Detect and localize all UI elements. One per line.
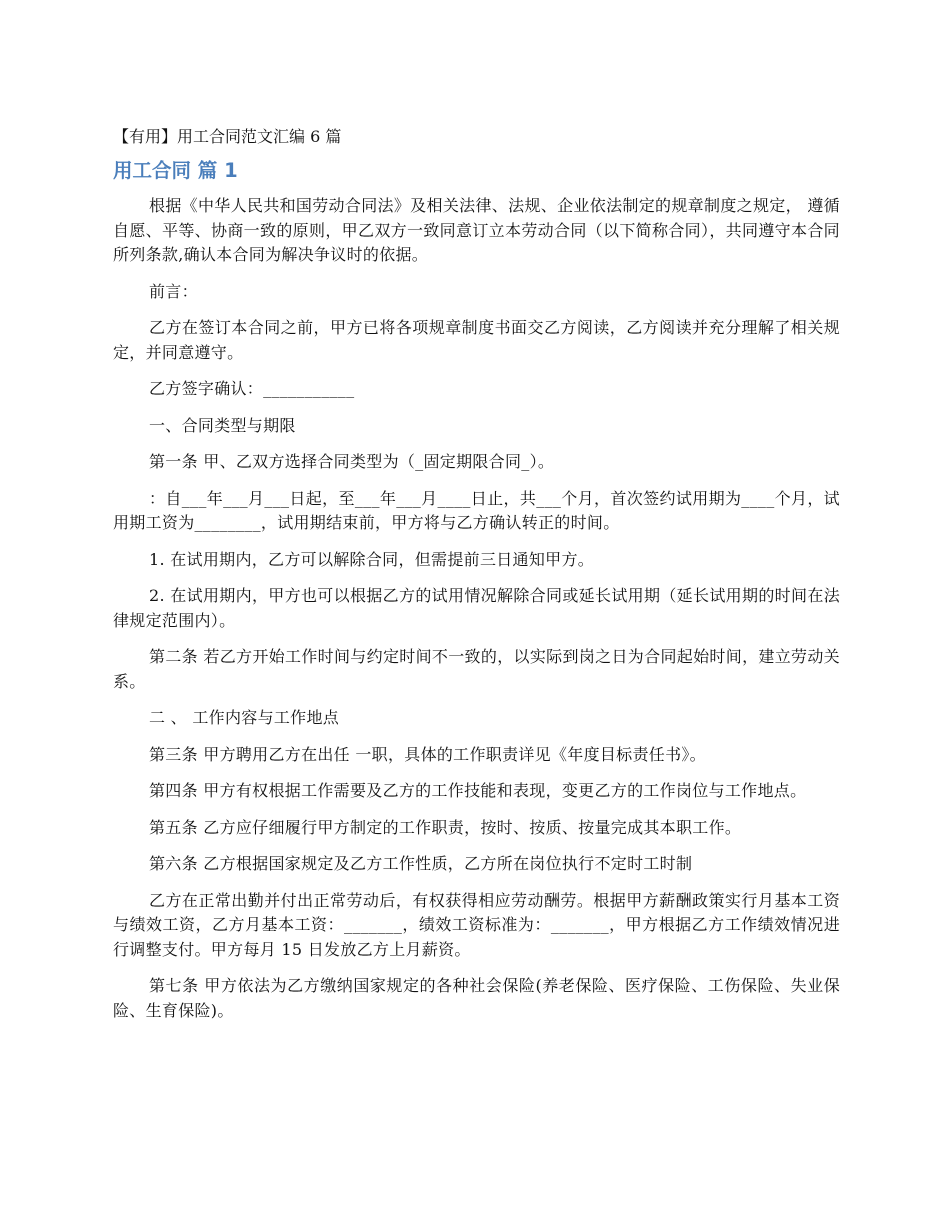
paragraph-article-6: 第六条 乙方根据国家规定及乙方工作性质，乙方所在岗位执行不定时工时制 <box>149 854 693 873</box>
paragraph-signature-line: 乙方签字确认：___________ <box>149 379 355 398</box>
paragraph-chapter-1-heading: 一、合同类型与期限 <box>149 415 296 435</box>
paragraph-article-5: 第五条 乙方应仔细履行甲方制定的工作职责，按时、按质、按量完成其本职工作。 <box>149 817 742 837</box>
paragraph-article-4: 第四条 甲方有权根据工作需要及乙方的工作技能和表现，变更乙方的工作岗位与工作地点。 <box>149 781 807 800</box>
paragraph-article-7: 第七条 甲方依法为乙方缴纳国家规定的各种社会保险(养老保险、医疗保险、工伤保险、失业保险、生育保险)。 <box>113 976 840 1020</box>
document-page <box>113 124 840 1035</box>
paragraph-foreword: 乙方在签订本合同之前，甲方已将各项规章制度书面交乙方阅读，乙方阅读并充分理解了相关规定，并同意遵守。 <box>113 318 840 362</box>
paragraph-foreword-label: 前言： <box>149 281 198 301</box>
paragraph-term-details: ：自___年___月___日起，至___年___月____日止，共___个月，首次签约试用期为____个月，试用期工资为________，试用期结束前，甲方将与乙方确认转正的时间。 <box>113 488 840 532</box>
paragraph-article-2: 第二条 若乙方开始工作时间与约定时间不一致的，以实际到岗之日为合同起始时间，建立劳动关系。 <box>113 647 840 691</box>
paragraph-probation-item-2: 2. 在试用期内，甲方也可以根据乙方的试用情况解除合同或延长试用期（延长试用期的时间在法律规定范围内）。 <box>113 586 840 630</box>
document-title: 【有用】用工合同范文汇编 6 篇 <box>113 127 342 146</box>
paragraph-article-3: 第三条 甲方聘用乙方在出任 一职，具体的工作职责详见《年度目标责任书》。 <box>149 744 706 764</box>
paragraph-probation-item-1: 1. 在试用期内，乙方可以解除合同，但需提前三日通知甲方。 <box>149 549 595 569</box>
paragraph-article-1: 第一条 甲、乙双方选择合同类型为（_固定期限合同_）。 <box>149 452 555 471</box>
paragraph-preamble: 根据《中华人民共和国劳动合同法》及相关法律、法规、企业依法制定的规章制度之规定， 遵循自愿、平等、协商一致的原则，甲乙双方一致同意订立本劳动合同（以下简称合同），共同遵守本合同所列条款,确认本合同为解决争议时的依据。 <box>113 196 840 264</box>
section-heading: 用工合同 篇 1 <box>113 159 238 182</box>
paragraph-chapter-2-heading: 二 、 工作内容与工作地点 <box>149 708 340 727</box>
paragraph-salary: 乙方在正常出勤并付出正常劳动后，有权获得相应劳动酬劳。根据甲方薪酬政策实行月基本工资与绩效工资，乙方月基本工资：_______，绩效工资标准为：_______，甲方根据乙方工作绩效情况进行调整支付。甲方每月 15 日发放乙方上月薪资。 <box>113 890 840 959</box>
